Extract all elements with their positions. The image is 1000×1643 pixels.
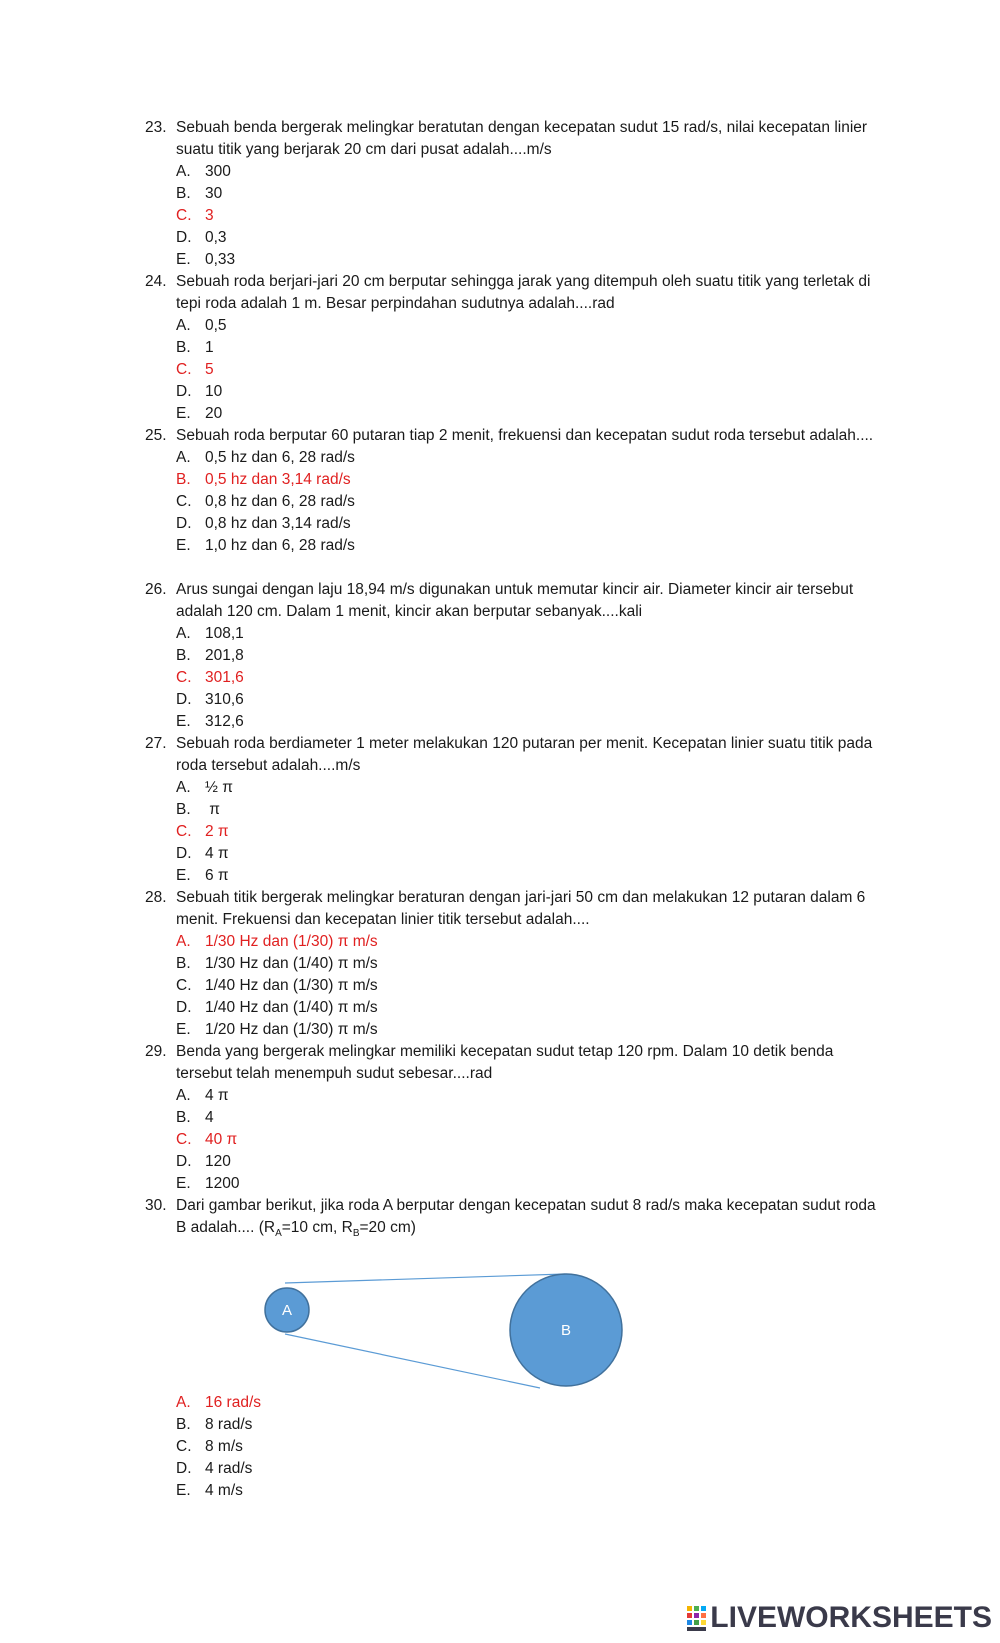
answer-options xyxy=(145,623,890,733)
liveworksheets-brand[interactable] xyxy=(686,1601,992,1635)
option-a[interactable] xyxy=(176,447,890,469)
wheel-b-label: B xyxy=(560,1322,572,1339)
option-letter: C. xyxy=(176,493,192,510)
option-text: 20 xyxy=(205,405,223,422)
option-e[interactable] xyxy=(176,1019,890,1041)
option-d[interactable] xyxy=(176,1151,890,1173)
option-letter: C. xyxy=(176,977,192,994)
question-number: 27. xyxy=(145,735,167,752)
option-letter: A. xyxy=(176,779,191,796)
option-e[interactable] xyxy=(176,403,890,425)
option-text: 40 π xyxy=(205,1131,238,1148)
option-text: 1200 xyxy=(205,1175,240,1192)
answer-options xyxy=(145,1392,890,1502)
option-text: 4 m/s xyxy=(205,1482,243,1499)
option-d[interactable] xyxy=(176,381,890,403)
option-c-correct[interactable] xyxy=(176,1129,890,1151)
question-24 xyxy=(145,271,890,425)
question-number: 25. xyxy=(145,427,167,444)
option-e[interactable] xyxy=(176,865,890,887)
option-c[interactable] xyxy=(176,1436,890,1458)
option-text: 1/40 Hz dan (1/30) π m/s xyxy=(205,977,378,994)
option-text: 120 xyxy=(205,1153,231,1170)
option-a[interactable] xyxy=(176,161,890,183)
question-number: 26. xyxy=(145,581,167,598)
option-text: 2 π xyxy=(205,823,229,840)
brand-name: LIVEWORKSHEETS xyxy=(710,1601,992,1634)
option-letter: D. xyxy=(176,691,192,708)
question-text: Benda yang bergerak melingkar memiliki kecepatan sudut tetap 120 rpm. Dalam 10 detik benda tersebut telah menempuh sudut sebesar....rad xyxy=(176,1043,834,1082)
option-text: 0,5 hz dan 6, 28 rad/s xyxy=(205,449,355,466)
option-b[interactable] xyxy=(176,183,890,205)
question-text: Sebuah benda bergerak melingkar beratutan dengan kecepatan sudut 15 rad/s, nilai kecepatan linier suatu titik yang berjarak 20 cm dari pusat adalah....m/s xyxy=(176,119,868,158)
question-28 xyxy=(145,887,890,1041)
option-text: 108,1 xyxy=(205,625,244,642)
question-number: 28. xyxy=(145,889,167,906)
question-30 xyxy=(145,1195,890,1245)
option-text: 300 xyxy=(205,163,231,180)
option-letter: A. xyxy=(176,933,191,950)
option-letter: B. xyxy=(176,1416,191,1433)
option-a-correct[interactable] xyxy=(176,931,890,953)
wheel-a-label: A xyxy=(281,1302,293,1319)
option-c[interactable] xyxy=(176,975,890,997)
option-d[interactable] xyxy=(176,1458,890,1480)
option-text: 5 xyxy=(205,361,214,378)
subscript-b: B xyxy=(352,1228,360,1240)
option-letter: C. xyxy=(176,1131,192,1148)
option-letter: D. xyxy=(176,229,192,246)
option-letter: E. xyxy=(176,1175,191,1192)
option-text: 1/20 Hz dan (1/30) π m/s xyxy=(205,1021,378,1038)
answer-options xyxy=(145,447,890,557)
question-text: Sebuah roda berdiameter 1 meter melakukan 120 putaran per menit. Kecepatan linier suatu titik pada roda tersebut adalah....m/s xyxy=(176,735,873,774)
option-text: 0,8 hz dan 3,14 rad/s xyxy=(205,515,351,532)
option-letter: B. xyxy=(176,955,191,972)
question-number: 29. xyxy=(145,1043,167,1060)
option-letter: E. xyxy=(176,1482,191,1499)
option-letter: E. xyxy=(176,1021,191,1038)
option-text: 1/40 Hz dan (1/40) π m/s xyxy=(205,999,378,1016)
option-letter: E. xyxy=(176,867,191,884)
option-text: 1 xyxy=(205,339,214,356)
option-text: 4 xyxy=(205,1109,214,1126)
option-letter: C. xyxy=(176,669,192,686)
option-d[interactable] xyxy=(176,513,890,535)
option-d[interactable] xyxy=(176,689,890,711)
option-text: 310,6 xyxy=(205,691,244,708)
option-text: 8 rad/s xyxy=(205,1416,253,1433)
option-letter: E. xyxy=(176,251,191,268)
option-letter: B. xyxy=(176,801,191,818)
option-letter: A. xyxy=(176,163,191,180)
option-text: 201,8 xyxy=(205,647,244,664)
option-b[interactable] xyxy=(176,953,890,975)
option-b-correct[interactable] xyxy=(176,469,890,491)
option-a[interactable] xyxy=(176,623,890,645)
option-b[interactable] xyxy=(176,337,890,359)
option-letter: A. xyxy=(176,317,191,334)
option-letter: A. xyxy=(176,1087,191,1104)
option-letter: D. xyxy=(176,1153,192,1170)
question-text: Sebuah roda berjari-jari 20 cm berputar sehingga jarak yang ditempuh oleh suatu titik yang terletak di tepi roda adalah 1 m. Besar perpindahan sudutnya adalah....rad xyxy=(176,273,871,312)
question-text: Sebuah titik bergerak melingkar beraturan dengan jari-jari 50 cm dan melakukan 12 putaran dalam 6 menit. Frekuensi dan kecepatan linier titik tersebut adalah.... xyxy=(176,889,866,928)
option-text: 0,5 xyxy=(205,317,227,334)
question-number: 30. xyxy=(145,1197,167,1214)
answer-options xyxy=(145,315,890,425)
question-text-part: =10 cm, R xyxy=(281,1219,353,1236)
option-b[interactable] xyxy=(176,645,890,667)
option-a[interactable] xyxy=(176,777,890,799)
option-text: 312,6 xyxy=(205,713,244,730)
option-text: 10 xyxy=(205,383,223,400)
subscript-a: A xyxy=(275,1228,282,1240)
option-letter: B. xyxy=(176,185,191,202)
question-number: 24. xyxy=(145,273,167,290)
option-letter: B. xyxy=(176,647,191,664)
option-letter: C. xyxy=(176,361,192,378)
option-text: 0,8 hz dan 6, 28 rad/s xyxy=(205,493,355,510)
option-d[interactable] xyxy=(176,227,890,249)
option-letter: B. xyxy=(176,1109,191,1126)
option-letter: E. xyxy=(176,713,191,730)
option-text: 1/30 Hz dan (1/40) π m/s xyxy=(205,955,378,972)
option-text: 0,33 xyxy=(205,251,236,268)
option-text: 4 rad/s xyxy=(205,1460,253,1477)
option-text: 301,6 xyxy=(205,669,244,686)
option-letter: A. xyxy=(176,449,191,466)
option-c-correct[interactable] xyxy=(176,359,890,381)
option-text: ½ π xyxy=(205,779,233,796)
option-a[interactable] xyxy=(176,1085,890,1107)
option-letter: C. xyxy=(176,823,192,840)
option-e[interactable] xyxy=(176,249,890,271)
question-text xyxy=(176,1195,890,1245)
question-26 xyxy=(145,579,890,733)
option-letter: D. xyxy=(176,999,192,1016)
question-text-part: Dari gambar berikut, jika roda A berputar dengan kecepatan sudut 8 rad/s maka kecepatan sudut roda B adalah.... (R xyxy=(176,1197,876,1236)
option-letter: E. xyxy=(176,405,191,422)
option-e[interactable] xyxy=(176,535,890,557)
option-e[interactable] xyxy=(176,1173,890,1195)
option-b[interactable] xyxy=(176,799,890,821)
option-letter: A. xyxy=(176,1394,191,1411)
question-text: Arus sungai dengan laju 18,94 m/s digunakan untuk memutar kincir air. Diameter kincir air tersebut adalah 120 cm. Dalam 1 menit, kincir akan berputar sebanyak....kali xyxy=(176,581,854,620)
option-text: 4 π xyxy=(205,1087,229,1104)
question-number: 23. xyxy=(145,119,167,136)
option-letter: D. xyxy=(176,1460,192,1477)
liveworksheets-logo-icon xyxy=(686,1603,708,1633)
option-a[interactable] xyxy=(176,315,890,337)
option-e[interactable] xyxy=(176,1480,890,1502)
question-23 xyxy=(145,117,890,271)
option-b[interactable] xyxy=(176,1414,890,1436)
option-a-correct[interactable] xyxy=(176,1392,890,1414)
option-d[interactable] xyxy=(176,843,890,865)
option-letter: B. xyxy=(176,471,191,488)
option-c-correct[interactable] xyxy=(176,205,890,227)
option-letter: B. xyxy=(176,339,191,356)
answer-options xyxy=(145,777,890,887)
option-d[interactable] xyxy=(176,997,890,1019)
question-25 xyxy=(145,425,890,557)
option-b[interactable] xyxy=(176,1107,890,1129)
option-text: 1,0 hz dan 6, 28 rad/s xyxy=(205,537,355,554)
question-text: Sebuah roda berputar 60 putaran tiap 2 menit, frekuensi dan kecepatan sudut roda tersebut adalah.... xyxy=(176,427,874,444)
answer-options xyxy=(145,1085,890,1195)
option-letter: E. xyxy=(176,537,191,554)
option-letter: D. xyxy=(176,845,192,862)
option-letter: C. xyxy=(176,207,192,224)
option-letter: A. xyxy=(176,625,191,642)
option-text: 6 π xyxy=(205,867,229,884)
option-letter: D. xyxy=(176,383,192,400)
option-text: 3 xyxy=(205,207,214,224)
option-text: 8 m/s xyxy=(205,1438,243,1455)
option-letter: D. xyxy=(176,515,192,532)
question-30-options xyxy=(145,1392,890,1502)
option-text: 0,3 xyxy=(205,229,227,246)
answer-options xyxy=(145,161,890,271)
question-text-part: =20 cm) xyxy=(359,1219,416,1236)
option-letter: C. xyxy=(176,1438,192,1455)
answer-options xyxy=(145,931,890,1041)
option-text: 30 xyxy=(205,185,223,202)
option-text: 4 π xyxy=(205,845,229,862)
option-text: 1/30 Hz dan (1/30) π m/s xyxy=(205,933,378,950)
option-c[interactable] xyxy=(176,491,890,513)
option-e[interactable] xyxy=(176,711,890,733)
option-text: π xyxy=(205,801,221,818)
belt-top xyxy=(285,1274,565,1283)
option-c-correct[interactable] xyxy=(176,821,890,843)
option-text: 0,5 hz dan 3,14 rad/s xyxy=(205,471,351,488)
belt-bottom xyxy=(285,1334,540,1388)
option-text: 16 rad/s xyxy=(205,1394,262,1411)
option-c-correct[interactable] xyxy=(176,667,890,689)
question-29 xyxy=(145,1041,890,1195)
question-27 xyxy=(145,733,890,887)
